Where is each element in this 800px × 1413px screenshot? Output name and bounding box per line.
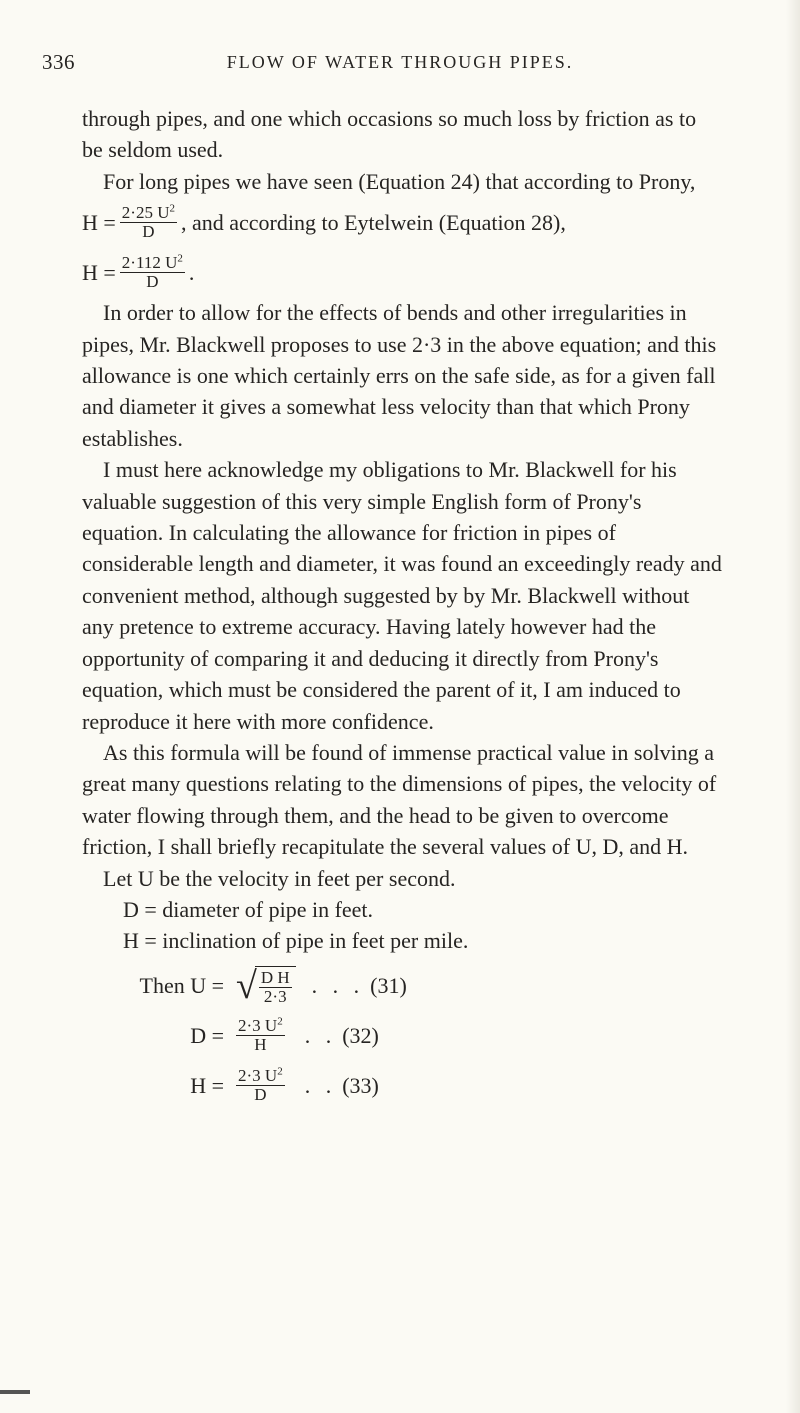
prony-denominator: D <box>142 221 155 241</box>
eytelwein-fraction <box>120 254 185 291</box>
paragraph-1: through pipes, and one which occasions so much loss by friction as to be seldom used. <box>82 106 697 163</box>
page-edge-shadow <box>786 0 800 1413</box>
eytelwein-trail: . <box>188 259 195 285</box>
prony-formula <box>82 197 722 247</box>
eq32-number: (32) <box>342 1023 379 1049</box>
eytelwein-lhs: H = <box>82 259 116 285</box>
variable-definitions <box>82 894 722 957</box>
equation-block <box>82 961 722 1111</box>
eq31-lhs: Then U = <box>139 973 224 999</box>
running-title: FLOW OF WATER THROUGH PIPES. <box>226 52 574 72</box>
eq33-denominator: D <box>254 1085 267 1105</box>
page-number: 336 <box>42 50 75 74</box>
eq32-numerator: 2·3 $U^2$ <box>238 1015 283 1036</box>
eq32-lhs: D = <box>190 1023 224 1049</box>
eq32-denominator: H <box>254 1035 267 1055</box>
paragraph-4: In order to allow for the effects of bends and other irregularities in pipes, Mr. Blackwell proposes to use 2·3 in the above equation; and this allowance is one which certainly errs on the safe side, as for a given fall and diameter it gives a somewhat less velocity than that which Prony establishes. <box>82 300 717 451</box>
eq31-fraction <box>259 969 292 1006</box>
eytelwein-denominator: D <box>146 271 159 291</box>
body-text <box>82 103 722 1111</box>
square-root <box>236 966 296 1006</box>
eq33-lhs: H = <box>190 1073 224 1099</box>
equation-32 <box>82 1011 722 1061</box>
eytelwein-intro: , and according to Eytelwein (Equation 28), <box>181 209 566 235</box>
definition-d: D = diameter of pipe in feet. <box>123 896 374 922</box>
eytelwein-formula <box>82 247 722 297</box>
paragraph-6: As this formula will be found of immense practical value in solving a great many questions relating to the dimensions of pipes, the velocity of water flowing through them, and the head to be given to overcome friction, I shall briefly recapitulate the several values of U, D, and H. <box>82 739 717 860</box>
eq33-fraction <box>236 1067 285 1104</box>
page-header <box>40 50 760 80</box>
equation-33 <box>82 1061 722 1111</box>
paragraph-7: Let U be the velocity in feet per second. <box>103 865 456 891</box>
paragraph-5: I must here acknowledge my obligations to Mr. Blackwell for his valuable suggestion of this very simple English form of Prony's equation. In calculating the allowance for friction in pipes of considerable length and diameter, it was found an exceedingly ready and convenient method, although suggested by by Mr. Blackwell without any pretence to extreme accuracy. Having lately however had the opportunity of comparing it and deducing it directly from Prony's equation, which must be considered the parent of it, I am induced to reproduce it here with more confidence. <box>82 457 722 734</box>
equation-31 <box>82 961 722 1011</box>
eq31-numerator: D H <box>260 967 290 987</box>
eq32-dots: . . <box>304 1023 337 1049</box>
prony-lhs: H = <box>82 209 116 235</box>
eytelwein-numerator: 2·112 $U^2$ <box>121 252 183 272</box>
prony-numerator: 2·25 $U^2$ <box>121 202 175 222</box>
eq31-number: (31) <box>370 973 407 999</box>
eq32-fraction <box>236 1017 285 1054</box>
definition-h: H = inclination of pipe in feet per mile. <box>123 928 469 954</box>
eq33-number: (33) <box>342 1073 379 1099</box>
ink-smudge <box>0 1390 30 1394</box>
prony-fraction <box>120 204 177 241</box>
eq33-numerator: 2·3 $U^2$ <box>238 1065 283 1086</box>
eq33-dots: . . <box>304 1073 337 1099</box>
eq31-denominator: 2·3 <box>263 986 287 1006</box>
radical-sign-icon: √ <box>236 964 257 1007</box>
paragraph-2: For long pipes we have seen (Equation 24) that according to Prony, <box>103 168 696 194</box>
eq31-dots: . . . <box>311 973 365 999</box>
